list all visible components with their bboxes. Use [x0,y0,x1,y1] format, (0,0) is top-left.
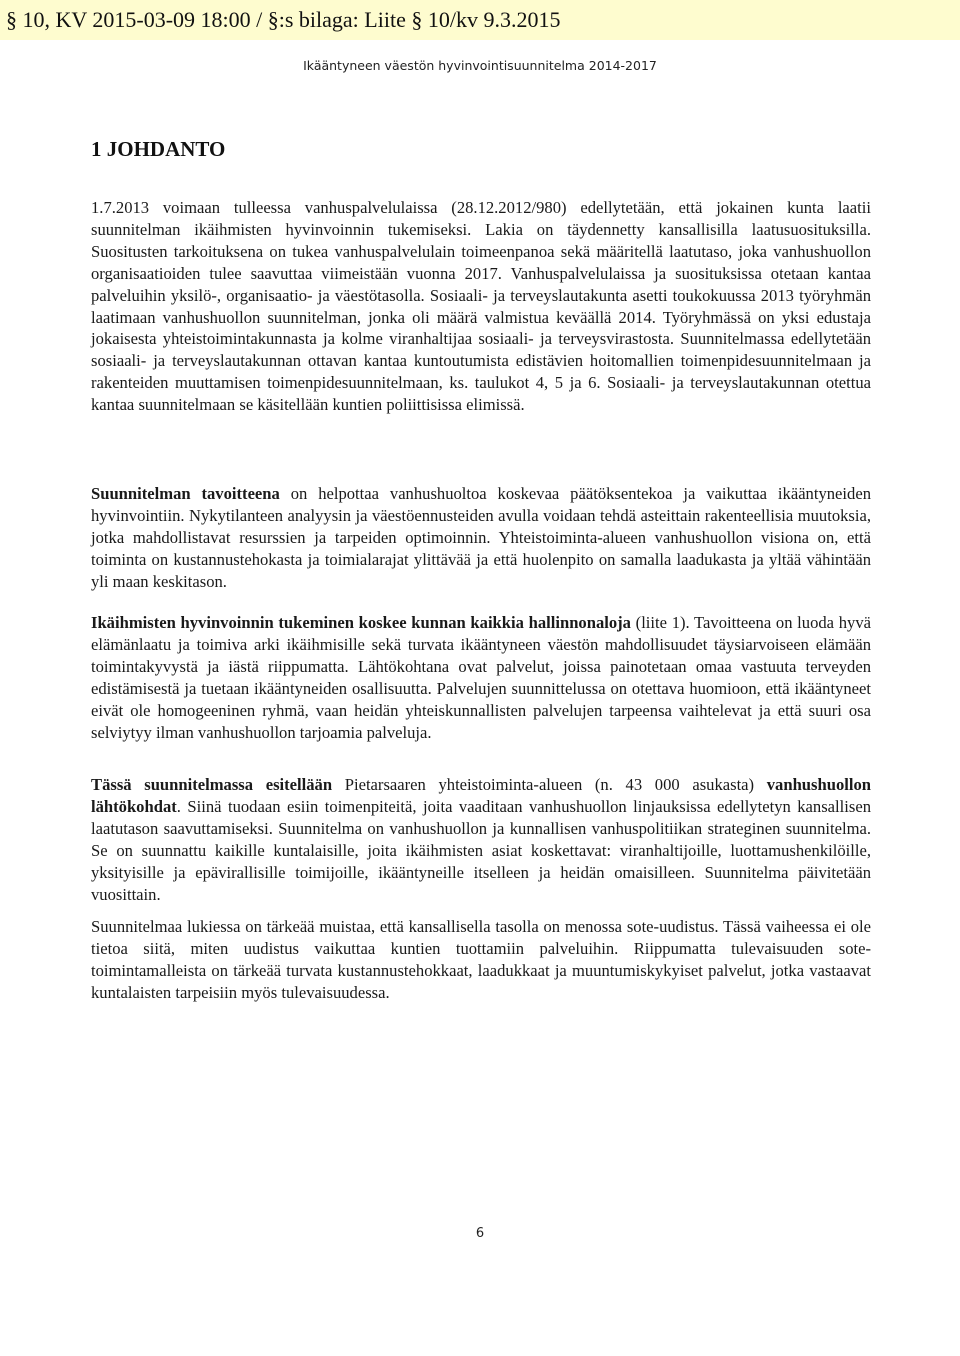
paragraph-plan-presentation [91,774,871,905]
paragraph-sote-reform [91,916,871,1004]
paragraph-plan-goal [91,483,871,593]
paragraph-text: Suunnitelmaa lukiessa on tärkeää muistaa, että kansallisella tasolla on menossa sote-uudistus. Tässä vaiheessa ei ole tietoa siitä, miten uudistus vaikuttaa kuntien tuottamiin palveluihin. Riippumatta tulevaisuuden sote-toimintamalleista on tärkeää turvata kustannustehokkaat, laadukkaat ja muuntumiskykyiset palvelut, jotka vastaavat kuntalaisten tarpeisiin myös tulevaisuudessa. [91,917,871,1002]
paragraph-bold-lead: Ikäihmisten hyvinvoinnin tukeminen koskee kunnan kaikkia hallinnonaloja [91,613,631,632]
paragraph-text: Pietarsaaren yhteistoiminta-alueen (n. 43 000 asukasta) [332,775,767,794]
paragraph-text: on helpottaa vanhushuoltoa koskevaa päätöksentekoa ja vaikuttaa ikääntyneiden hyvinvointiin. Nykytilanteen analyysin ja väestöennusteiden avulla voidaan tehdä asteittain rakenteellisia muutoksia, jotka mahdollistavat resurssien ja tarpeiden optimoinnin. Yhteistoiminta-alueen vanhushuollon visiona on, että toiminta on kustannustehokasta ja toimialarajat ylittävää ja että huolenpito on samalla laadukasta ja yltää vähintään yli maan keskitason. [91,484,871,591]
meeting-banner [0,0,960,40]
document-title: Ikääntyneen väestön hyvinvointisuunnitelma 2014-2017 [303,58,657,73]
paragraph-bold-lead: Tässä suunnitelmassa esitellään [91,775,333,794]
page-number: 6 [475,1226,485,1241]
meeting-banner-text: § 10, KV 2015-03-09 18:00 / §:s bilaga: Liite § 10/kv 9.3.2015 [6,7,561,32]
paragraph-text-continued: . Siinä tuodaan esiin toimenpiteitä, joita vaaditaan vanhushuollon linjauksissa edellytetyn kansallisen laatutason saavuttamiseksi. Suunnitelma on vanhushuollon ja kunnallisen vanhuspolitiikan strateginen suunnitelma. Se on suunnattu kaikille kuntalaisille, joita ikäihmisten asiat koskettavat: viranhaltijoille, luottamushenkilöille, yksityisille ja epävirallisille toimijoille, ikääntyneille itselleen ja heidän omaisilleen. Suunnitelma päivitetään vuosittain. [91,796,871,904]
section-heading: 1 JOHDANTO [91,137,226,161]
document-header [0,58,960,73]
paragraph-text: (liite 1). Tavoitteena on luoda hyvä elämänlaatu ja toimiva arki ikäihmisille sekä turvata ikääntyneen väestön mahdollisuudet täysiarvoiseen elämään toimintakyvystä ja iästä riippumatta. Lähtökohtana ovat palvelut, joissa painotetaan omaa vastuuta terveyden edistämisestä ja tuetaan ikääntyneiden osallisuutta. Palvelujen suunnittelussa on otettava huomioon, että ikääntyneet eivät ole homogeeninen ryhmä, vaan heidän yhteiskunnallisten palvelujen tarpeensa vaihtelevat ja että suuri osa selviytyy ilman vanhushuollon tarjoamia palveluja. [91,613,871,742]
paragraph-bold-lead: Suunnitelman tavoitteena [91,484,280,503]
paragraph-legal-background [91,197,871,416]
paragraph-wellbeing-support [91,612,871,743]
paragraph-bold-inline: vanhushuollon lähtökohdat [91,775,871,816]
paragraph-text: 1.7.2013 voimaan tulleessa vanhuspalvelulaissa (28.12.2012/980) edellytetään, että jokainen kunta laatii suunnitelman ikäihmisten hyvinvoinnin tukemiseksi. Lakia on täydennetty kansallisilla laatusuosituksilla. Suositusten tarkoituksena on tukea vanhuspalvelulain toimeenpanoa sekä määritellä laatutaso, joka vanhushuollon organisaatioiden tulee saavuttaa viimeistään vuonna 2017. Vanhuspalvelulaissa ja suosituksissa otetaan kantaa palveluihin yksilö-, organisaatio- ja väestötasolla. Sosiaali- ja terveyslautakunta asetti toukokuussa 2013 työryhmän laatimaan vanhushuollon suunnitelman, jonka oli määrä valmistua keväällä 2014. Työryhmässä on yksi edustaja jokaisesta yhteistoimintakunnasta ja kolme viranhaltijaa sosiaali- ja terveysvirastosta. Suunnitelmassa edellytetään sosiaali- ja terveyslautakunnan ottavan kantaa kuntoutumista edistävien hoitomallien toimenpidesuunnitelmaan ja rakenteiden muuttamisen toimenpidesuunnitelmaan, ks. taulukot 4, 5 ja 6. Sosiaali- ja terveyslautakunnan otettua kantaa suunnitelmaan se käsitellään kuntien poliittisissa elimissä. [91,198,871,415]
